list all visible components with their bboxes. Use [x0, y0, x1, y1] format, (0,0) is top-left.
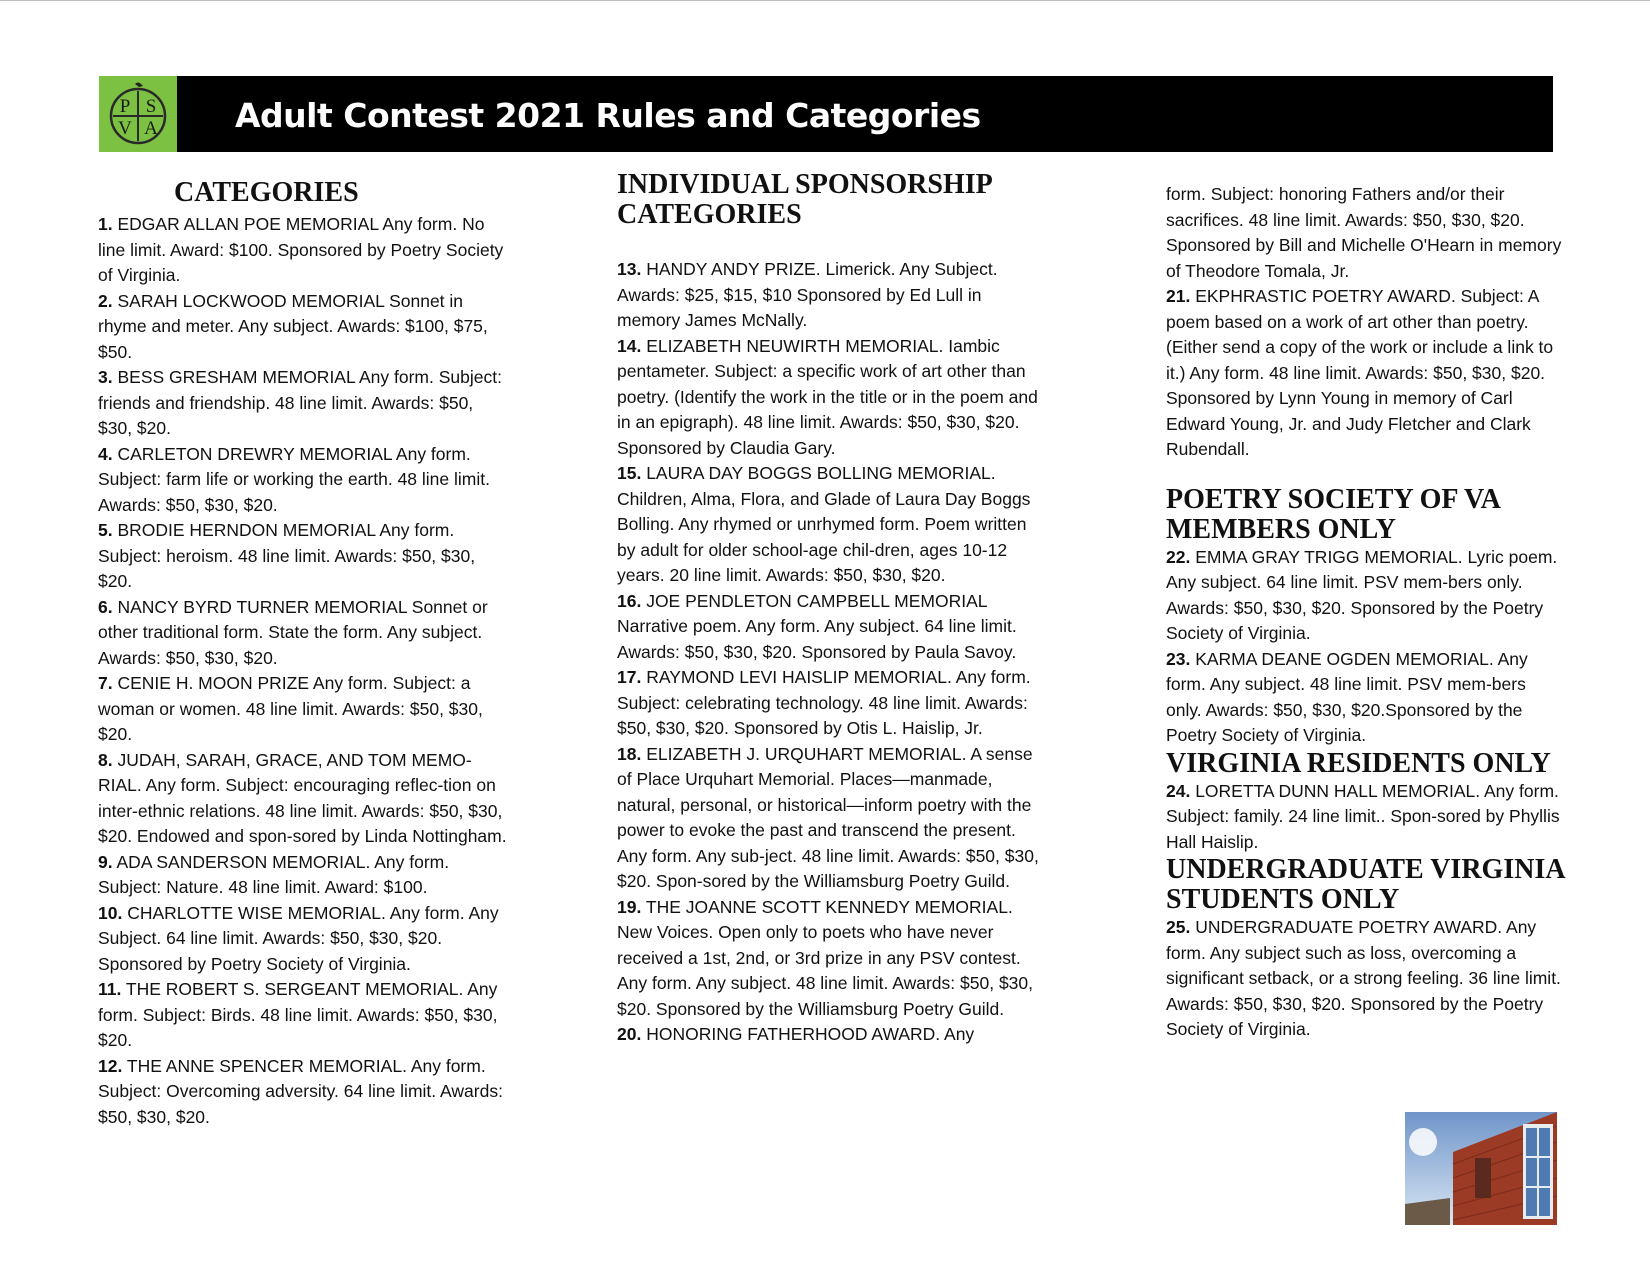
category-number: 6. — [98, 596, 113, 617]
category-entry: 25. UNDERGRADUATE POETRY AWARD. Any form. Any subject such as loss, overcoming a significant setback, or a strong feeling. 36 line limit. Awards: $50, $30, $20. Sponsored by the Poetry Society of Virginia. — [1166, 917, 1561, 1039]
logo-letter-p: P — [119, 96, 131, 117]
category-entry — [617, 1022, 1047, 1048]
category-text: LAURA DAY BOGGS BOLLING MEMORIAL. Children, Alma, Flora, and Glade of Laura Day Boggs Bolling. Any rhymed or unrhymed form. Poem written by adult for older school-age chil-dren, ages 10-12 years. 20 line limit. Awards: $50, $30, $20. — [617, 463, 1031, 585]
category-text: ELIZABETH NEUWIRTH MEMORIAL. Iambic pentameter. Subject: a specific work of art other than poetry. (Identify the work in the title or in the poem and in an epigraph). 48 line limit. Awards: $50, $30, $20. Sponsored by Claudia Gary. — [617, 335, 1038, 458]
category-text: CENIE H. MOON PRIZE Any form. Subject: a woman or women. 48 line limit. Awards: $50, $30, $20. — [98, 673, 483, 744]
category-number: 12. — [98, 1055, 123, 1076]
category-entry — [617, 742, 1047, 895]
category-entry: 22. EMMA GRAY TRIGG MEMORIAL. Lyric poem. Any subject. 64 line limit. PSV mem-bers only. Awards: $50, $30, $20. Sponsored by the Poetry Society of Virginia. — [1166, 546, 1558, 643]
brick-building-photo — [1405, 1112, 1557, 1225]
psv-logo — [99, 76, 177, 152]
category-entry — [617, 665, 1047, 742]
category-entry — [98, 748, 508, 850]
category-text: THE ANNE SPENCER MEMORIAL. Any form. Subject: Overcoming adversity. 64 line limit. Awards: $50, $30, $20. — [98, 1055, 503, 1127]
logo-letter-a: A — [144, 118, 158, 139]
category-entry — [98, 595, 508, 672]
category-text: THE ROBERT S. SERGEANT MEMORIAL. Any form. Subject: Birds. 48 line limit. Awards: $50, $30, $20. — [98, 979, 498, 1050]
category-text: HANDY ANDY PRIZE. Limerick. Any Subject. Awards: $25, $15, $10 Sponsored by Ed Lull in memory James McNally. — [617, 259, 998, 330]
category-number: 5. — [98, 520, 113, 540]
category-entry — [98, 671, 508, 748]
building-photo — [1405, 1112, 1557, 1225]
category-entry — [98, 289, 508, 366]
categories-heading: CATEGORIES — [174, 177, 359, 208]
virginia-residents-heading: VIRGINIA RESIDENTS ONLY — [1166, 747, 1551, 779]
category-number: 4. — [98, 443, 113, 464]
category-number: 3. — [98, 367, 113, 387]
category-text: BESS GRESHAM MEMORIAL Any form. Subject: friends and friendship. 48 line limit. Awards: $50, $30, $20. — [98, 367, 502, 438]
category-entry — [617, 895, 1047, 1023]
category-text: ELIZABETH J. URQUHART MEMORIAL. A sense of Place Urquhart Memorial. Places—manmade, natural, personal, or historical—inform poetry with the power to evoke the past and transcend the present. Any form. Any sub-ject. 48 line limit. Awards: $50, $30, $20. Spon-sored by the Williamsburg Poetry Guild. — [617, 743, 1039, 891]
category-entry — [98, 901, 508, 978]
category-number: 15. — [617, 463, 642, 483]
category-number: 17. — [617, 667, 642, 687]
category-number: 14. — [617, 335, 642, 356]
page-title: Adult Contest 2021 Rules and Categories — [235, 96, 981, 135]
categories-column — [98, 178, 508, 1130]
undergraduate-heading: UNDERGRADUATE VIRGINIA STUDENTS ONLY — [1166, 854, 1565, 915]
category-number: 9. — [98, 851, 113, 872]
category-text: JUDAH, SARAH, GRACE, AND TOM MEMO-RIAL. Any form. Subject: encouraging reflec-tion on inter-ethnic relations. 48 line limit. Awards: $50, $30, $20. Endowed and spon-sored by Linda Nottingham. — [98, 749, 507, 846]
category-text: SARAH LOCKWOOD MEMORIAL Sonnet in rhyme and meter. Any subject. Awards: $100, $75, $50. — [98, 290, 488, 362]
category-entry: 21. EKPHRASTIC POETRY AWARD. Subject: A poem based on a work of art other than poetry. (Either send a copy of the work or include a link to it.) Any form. 48 line limit. Awards: $50, $30, $20. Sponsored by Lynn Young in memory of Carl Edward Young, Jr. and Judy Fletcher and Clark Rubendall. — [1166, 286, 1554, 459]
category-entry — [617, 334, 1047, 462]
category-entry: 24. LORETTA DUNN HALL MEMORIAL. Any form. Subject: family. 24 line limit.. Spon-sored by Phyllis Hall Haislip. — [1166, 780, 1560, 852]
top-rule — [0, 0, 1650, 1]
category-text: THE JOANNE SCOTT KENNEDY MEMORIAL. New Voices. Open only to poets who have never received a 1st, 2nd, or 3rd prize in any PSV contest. Any form. Any subject. 48 line limit. Awards: $50, $30, $20. Sponsored by the Williamsburg Poetry Guild. — [617, 896, 1034, 1019]
header-bar — [99, 76, 1553, 152]
category-entry — [98, 365, 508, 442]
category-text: CHARLOTTE WISE MEMORIAL. Any form. Any Subject. 64 line limit. Awards: $50, $30, $20. Sponsored by Poetry Society of Virginia. — [98, 902, 499, 974]
logo-letter-s: S — [145, 96, 157, 117]
category-entry — [617, 257, 1047, 334]
category-text: NANCY BYRD TURNER MEMORIAL Sonnet or other traditional form. State the form. Any subject. Awards: $50, $30, $20. — [98, 596, 488, 668]
category-entry — [98, 518, 508, 595]
category-text: HONORING FATHERHOOD AWARD. Any — [641, 1024, 975, 1044]
category-number: 19. — [617, 896, 642, 917]
category-number: 1. — [98, 214, 113, 234]
sponsorship-list — [617, 257, 1047, 1048]
fatherhood-continuation: form. Subject: honoring Fathers and/or their sacrifices. 48 line limit. Awards: $50, $30, $20. Sponsored by Bill and Michelle O'Hearn in memory of Theodore Tomala, Jr. — [1166, 184, 1562, 281]
category-text: JOE PENDLETON CAMPBELL MEMORIAL Narrative poem. Any form. Any subject. 64 line limit. Awards: $50, $30, $20. Sponsored by Paula Savoy. — [617, 590, 1017, 662]
category-text: CARLETON DREWRY MEMORIAL Any form. Subject: farm life or working the earth. 48 line limit. Awards: $50, $30, $20. — [98, 443, 490, 515]
category-number: 7. — [98, 673, 113, 693]
psv-members-heading: POETRY SOCIETY OF VA MEMBERS ONLY — [1166, 483, 1500, 545]
category-number: 13. — [617, 259, 642, 279]
category-entry — [617, 589, 1047, 666]
category-entry — [98, 850, 508, 901]
sponsorship-column — [617, 170, 1047, 1048]
psv-emblem-icon — [105, 80, 171, 148]
category-entry — [98, 1054, 508, 1131]
category-text: ADA SANDERSON MEMORIAL. Any form. Subject: Nature. 48 line limit. Award: $100. — [98, 851, 450, 897]
category-entry: 23. KARMA DEANE OGDEN MEMORIAL. Any form. Any subject. 48 line limit. PSV mem-bers only. Awards: $50, $30, $20.Sponsored by the Poetry Society of Virginia. — [1166, 648, 1528, 745]
category-entry — [98, 212, 508, 289]
category-text: RAYMOND LEVI HAISLIP MEMORIAL. Any form. Subject: celebrating technology. 48 line limit. Awards: $50, $30, $20. Sponsored by Otis L. Haislip, Jr. — [617, 667, 1031, 738]
category-entry — [98, 442, 508, 519]
category-number: 10. — [98, 902, 123, 923]
logo-letter-v: V — [118, 118, 132, 139]
category-text: BRODIE HERNDON MEMORIAL Any form. Subject: heroism. 48 line limit. Awards: $50, $30, $20. — [98, 520, 476, 591]
category-number: 20. — [617, 1024, 642, 1044]
sponsorship-heading: INDIVIDUAL SPONSORSHIP CATEGORIES — [617, 169, 992, 230]
category-number: 18. — [617, 743, 642, 764]
category-entry — [98, 977, 508, 1054]
category-number: 11. — [98, 979, 122, 999]
category-number: 8. — [98, 749, 113, 770]
category-entry — [617, 461, 1047, 589]
category-text: EDGAR ALLAN POE MEMORIAL Any form. No line limit. Award: $100. Sponsored by Poetry Society of Virginia. — [98, 214, 504, 285]
category-number: 2. — [98, 290, 113, 311]
third-column — [1166, 182, 1566, 1043]
category-number: 16. — [617, 590, 642, 611]
categories-list — [98, 212, 508, 1130]
